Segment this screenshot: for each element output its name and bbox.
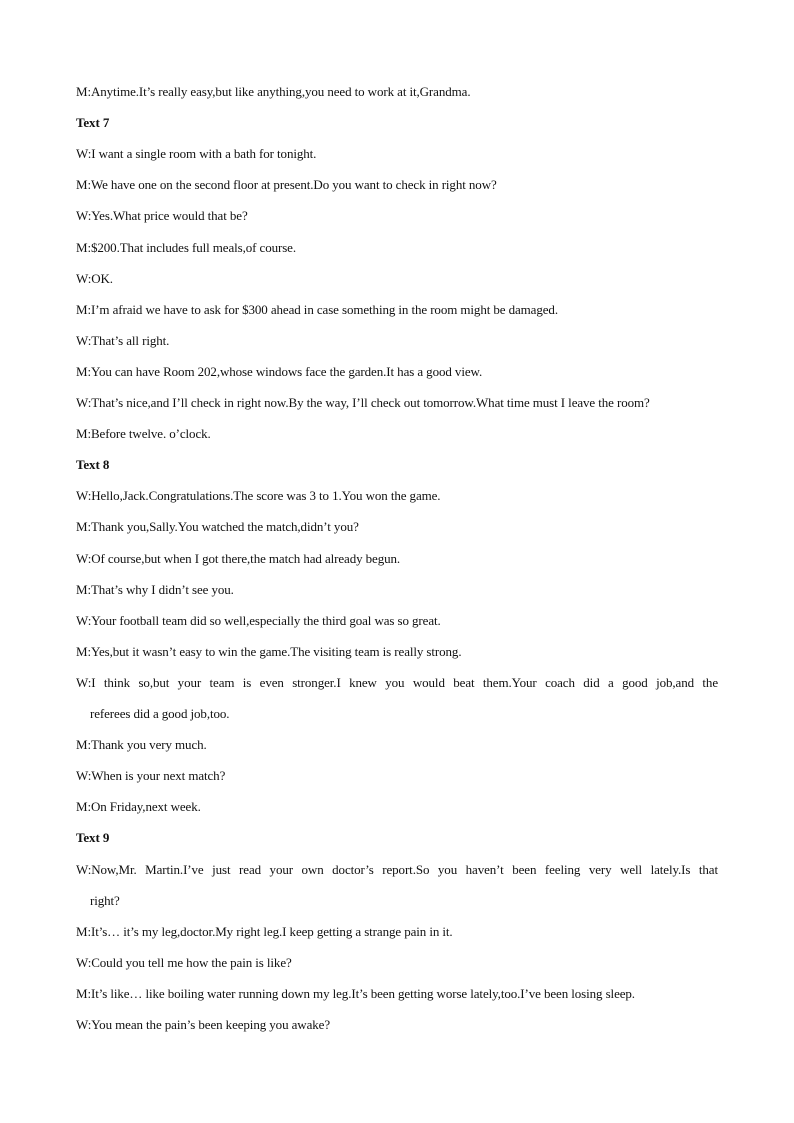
dialogue-line: M:It’s… it’s my leg,doctor.My right leg.I keep getting a strange pain in it. <box>76 924 453 939</box>
section-heading: Text 8 <box>76 457 110 472</box>
dialogue-line-continuation: right? <box>90 893 120 908</box>
dialogue-line: M:Yes,but it wasn’t easy to win the game.The visiting team is really strong. <box>76 644 462 659</box>
dialogue-line: W:That’s all right. <box>76 333 170 348</box>
dialogue-line: M:Anytime.It’s really easy,but like anything,you need to work at it,Grandma. <box>76 84 471 99</box>
dialogue-line: W:I want a single room with a bath for tonight. <box>76 146 317 161</box>
dialogue-line: W:Hello,Jack.Congratulations.The score was 3 to 1.You won the game. <box>76 488 441 503</box>
dialogue-line: W:Now,Mr. Martin.I’ve just read your own doctor’s report.So you haven’t been feeling very well lately.Is that <box>76 862 718 877</box>
dialogue-line: W:OK. <box>76 271 113 286</box>
dialogue-line: W:Your football team did so well,especially the third goal was so great. <box>76 613 441 628</box>
dialogue-line: W:That’s nice,and I’ll check in right now.By the way, I’ll check out tomorrow.What time must I leave the room? <box>76 395 650 410</box>
dialogue-line: W:You mean the pain’s been keeping you awake? <box>76 1017 330 1032</box>
dialogue-line: M:We have one on the second floor at present.Do you want to check in right now? <box>76 177 497 192</box>
dialogue-line: W:Could you tell me how the pain is like? <box>76 955 292 970</box>
dialogue-line: M:On Friday,next week. <box>76 799 201 814</box>
dialogue-line: M:You can have Room 202,whose windows face the garden.It has a good view. <box>76 364 483 379</box>
dialogue-line: M:That’s why I didn’t see you. <box>76 582 234 597</box>
dialogue-line: W:Yes.What price would that be? <box>76 208 248 223</box>
dialogue-line: W:When is your next match? <box>76 768 226 783</box>
section-heading: Text 9 <box>76 830 110 845</box>
dialogue-line: M:Thank you,Sally.You watched the match,didn’t you? <box>76 519 359 534</box>
dialogue-line: M:Before twelve. o’clock. <box>76 426 211 441</box>
dialogue-line: M:Thank you very much. <box>76 737 207 752</box>
dialogue-line: M:$200.That includes full meals,of course. <box>76 240 296 255</box>
dialogue-line: W:I think so,but your team is even stronger.I knew you would beat them.Your coach did a good job,and the <box>76 675 718 690</box>
dialogue-line: M:It’s like… like boiling water running down my leg.It’s been getting worse lately,too.I’ve been losing sleep. <box>76 986 635 1001</box>
section-heading: Text 7 <box>76 115 110 130</box>
dialogue-line-continuation: referees did a good job,too. <box>90 706 230 721</box>
dialogue-line: M:I’m afraid we have to ask for $300 ahead in case something in the room might be damaged. <box>76 302 558 317</box>
dialogue-line: W:Of course,but when I got there,the match had already begun. <box>76 551 401 566</box>
